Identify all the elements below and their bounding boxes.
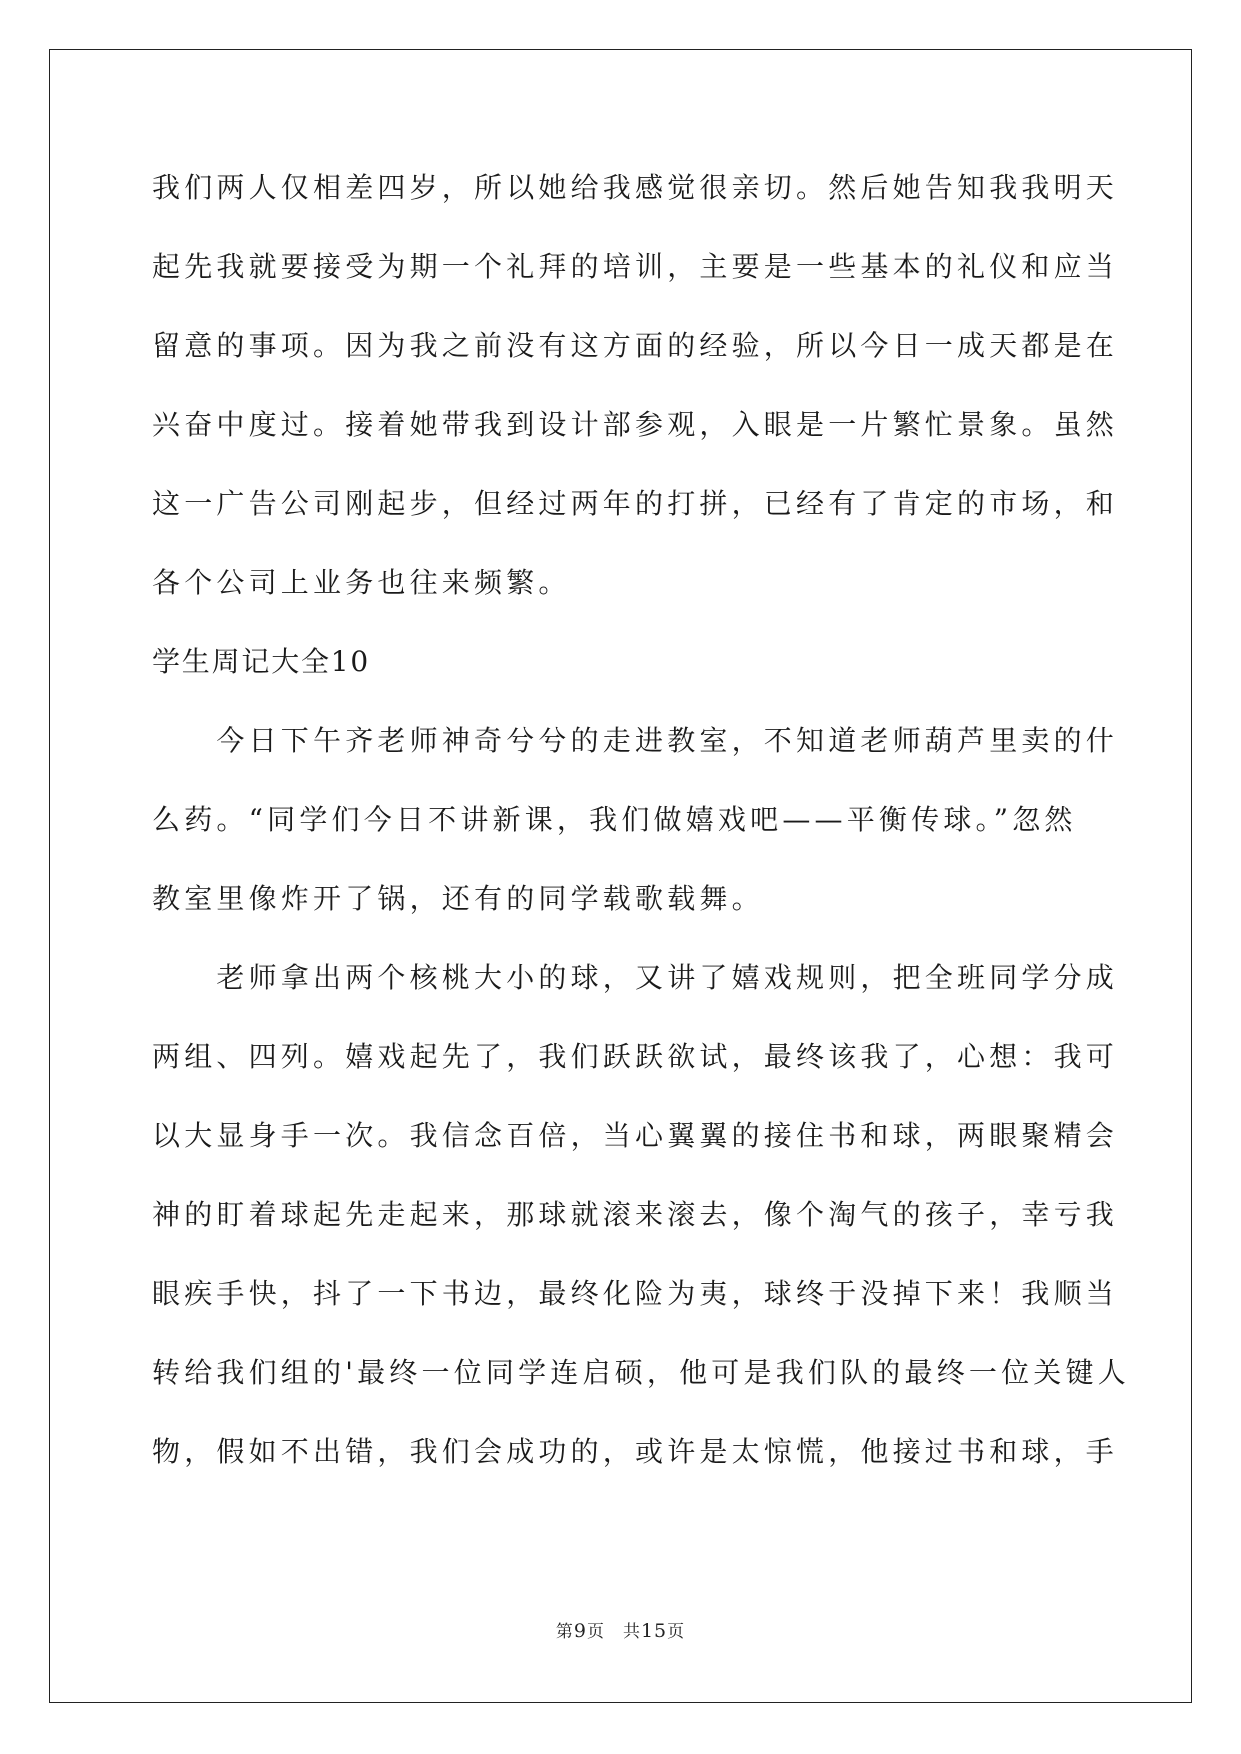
text-line: 起先我就要接受为期一个礼拜的培训，主要是一些基本的礼仪和应当 (152, 250, 1119, 283)
document-body (152, 160, 1130, 1503)
total-page-number: 15 (640, 1620, 668, 1642)
text-line: 各个公司上业务也往来频繁。 (152, 566, 571, 599)
text-line: 教室里像炸开了锅，还有的同学载歌载舞。 (152, 882, 764, 915)
text-line: 物，假如不出错，我们会成功的，或许是太惊慌，他接过书和球，手 (152, 1435, 1119, 1468)
text-line: 兴奋中度过。接着她带我到设计部参观，入眼是一片繁忙景象。虽然 (152, 408, 1119, 441)
text-line: 留意的事项。因为我之前没有这方面的经验，所以今日一成天都是在 (152, 329, 1119, 362)
page-label-middle: 页 共 (586, 1622, 641, 1642)
text-line: 神的盯着球起先走起来，那球就滚来滚去，像个淘气的孩子，幸亏我 (152, 1198, 1119, 1231)
text-line: 两组、四列。嬉戏起先了，我们跃跃欲试，最终该我了，心想：我可 (152, 1040, 1119, 1073)
text-line: 么药。“同学们今日不讲新课，我们做嬉戏吧——平衡传球。”忽然 (152, 803, 1077, 836)
text-line: 眼疾手快，抖了一下书边，最终化险为夷，球终于没掉下来！我顺当 (152, 1277, 1119, 1310)
page-label-suffix: 页 (667, 1622, 686, 1642)
text-line: 老师拿出两个核桃大小的球，又讲了嬉戏规则，把全班同学分成 (152, 961, 1119, 994)
text-line: 转给我们组的'最终一位同学连启硕，他可是我们队的最终一位关键人 (152, 1356, 1130, 1389)
text-line: 我们两人仅相差四岁，所以她给我感觉很亲切。然后她告知我我明天 (152, 171, 1119, 204)
section-title: 学生周记大全10 (152, 645, 371, 678)
current-page-number: 9 (573, 1620, 587, 1642)
text-line: 今日下午齐老师神奇兮兮的走进教室，不知道老师葫芦里卖的什 (152, 724, 1119, 757)
text-line: 这一广告公司刚起步，但经过两年的打拼，已经有了肯定的市场，和 (152, 487, 1119, 520)
page-label-prefix: 第 (555, 1622, 574, 1642)
page-number-footer (0, 1617, 1241, 1642)
text-line: 以大显身手一次。我信念百倍，当心翼翼的接住书和球，两眼聚精会 (152, 1119, 1119, 1152)
